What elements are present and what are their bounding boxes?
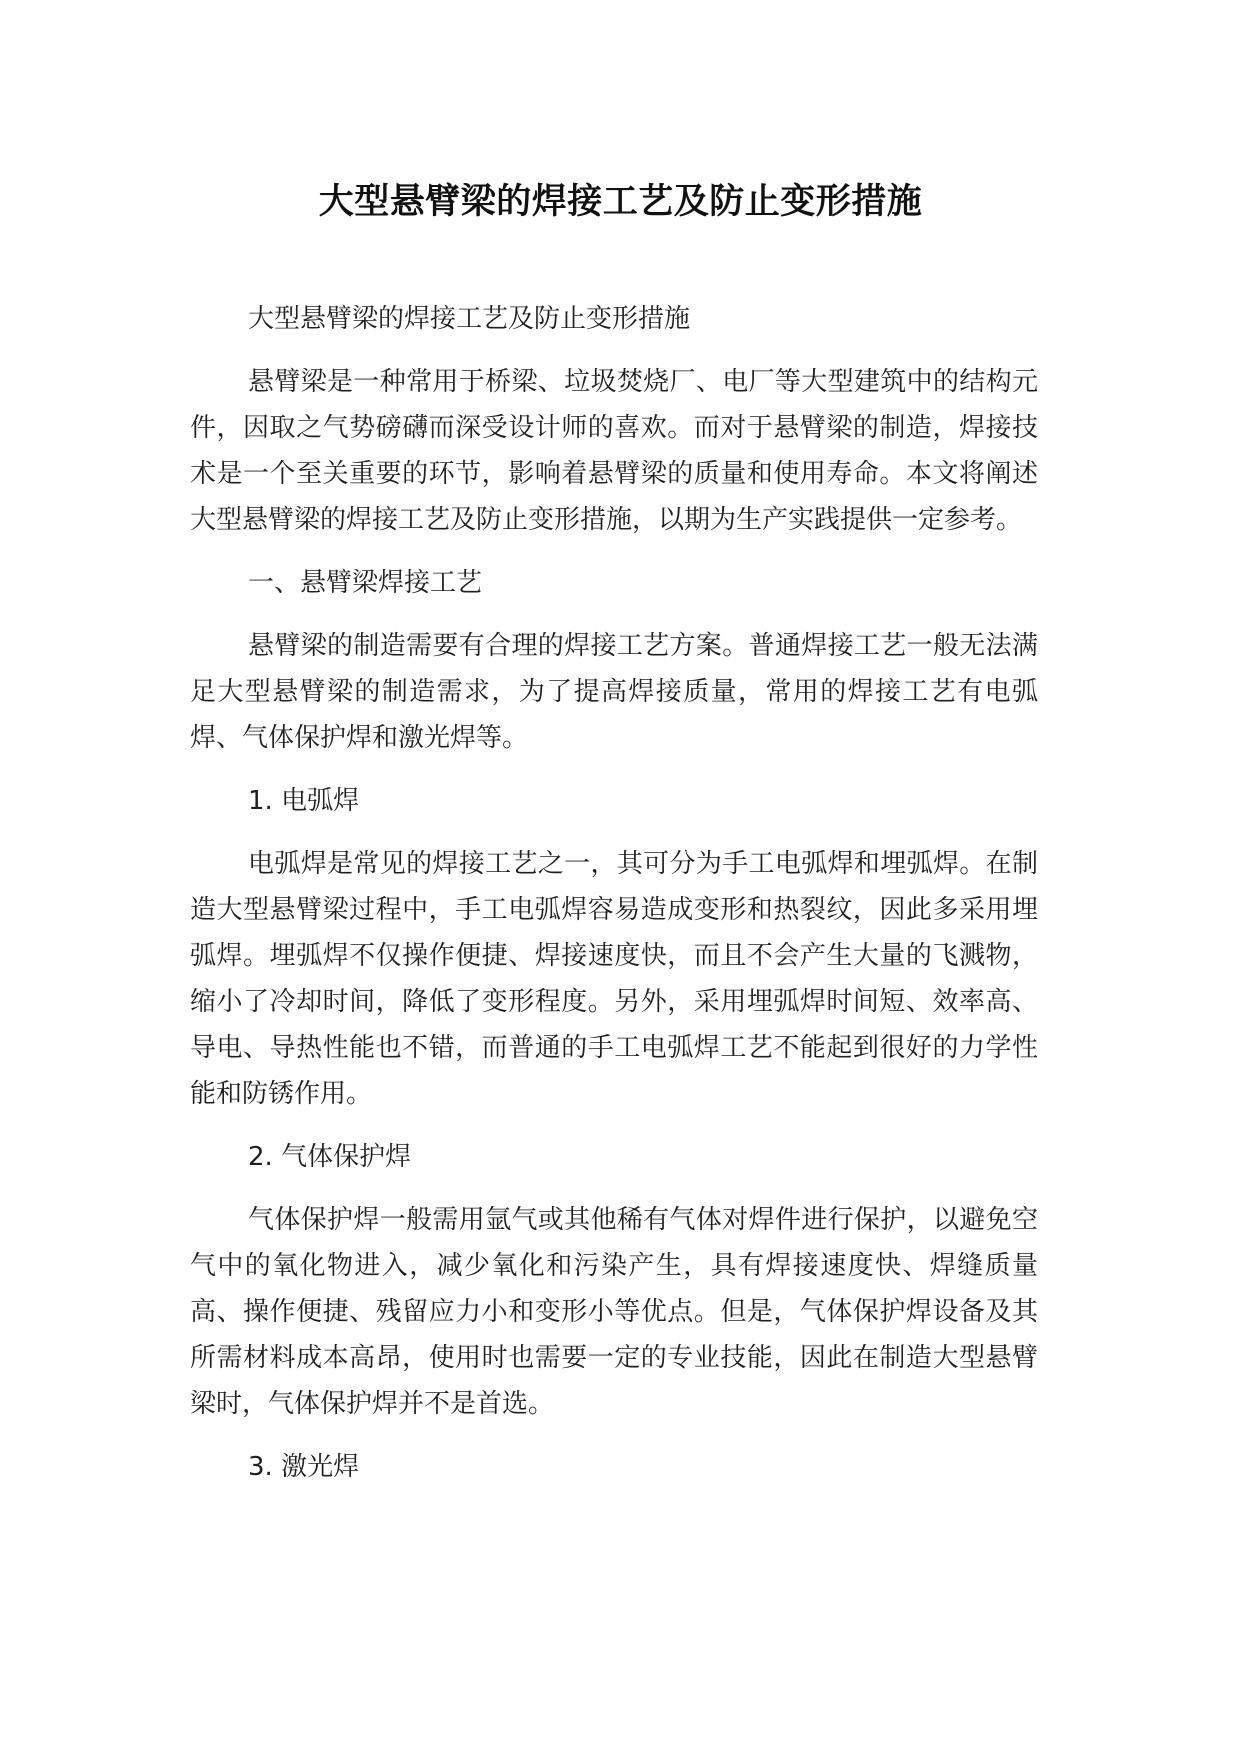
welding-process-paragraph: 悬臂梁的制造需要有合理的焊接工艺方案。普通焊接工艺一般无法满足大型悬臂梁的制造需求，为了提高焊接质量，常用的焊接工艺有电弧焊、气体保护焊和激光焊等。 [190, 631, 1038, 753]
subtitle-line: 大型悬臂梁的焊接工艺及防止变形措施 [248, 304, 691, 334]
subsection-heading-arc-welding: 1. 电弧焊 [248, 786, 360, 816]
section-heading-welding-process: 一、悬臂梁焊接工艺 [248, 568, 483, 598]
intro-paragraph: 悬臂梁是一种常用于桥梁、垃圾焚烧厂、电厂等大型建筑中的结构元件，因取之气势磅礴而深受设计师的喜欢。而对于悬臂梁的制造，焊接技术是一个至关重要的环节，影响着悬臂梁的质量和使用寿命。本文将阐述大型悬臂梁的焊接工艺及防止变形措施，以期为生产实践提供一定参考。 [190, 367, 1038, 535]
gas-shielded-welding-paragraph: 气体保护焊一般需用氩气或其他稀有气体对焊件进行保护，以避免空气中的氧化物进入，减少氧化和污染产生，具有焊接速度快、焊缝质量高、操作便捷、残留应力小和变形小等优点。但是，气体保护焊设备及其所需材料成本高昂，使用时也需要一定的专业技能，因此在制造大型悬臂梁时，气体保护焊并不是首选。 [190, 1205, 1038, 1419]
document-body [190, 296, 1038, 1507]
subsection-heading-laser-welding: 3. 激光焊 [248, 1452, 360, 1482]
document-title: 大型悬臂梁的焊接工艺及防止变形措施 [318, 182, 923, 222]
subsection-heading-gas-shielded-welding: 2. 气体保护焊 [248, 1142, 412, 1172]
arc-welding-paragraph: 电弧焊是常见的焊接工艺之一，其可分为手工电弧焊和埋弧焊。在制造大型悬臂梁过程中，手工电弧焊容易造成变形和热裂纹，因此多采用埋弧焊。埋弧焊不仅操作便捷、焊接速度快，而且不会产生大量的飞溅物，缩小了冷却时间，降低了变形程度。另外，采用埋弧焊时间短、效率高、导电、导热性能也不错，而普通的手工电弧焊工艺不能起到很好的力学性能和防锈作用。 [190, 849, 1038, 1109]
